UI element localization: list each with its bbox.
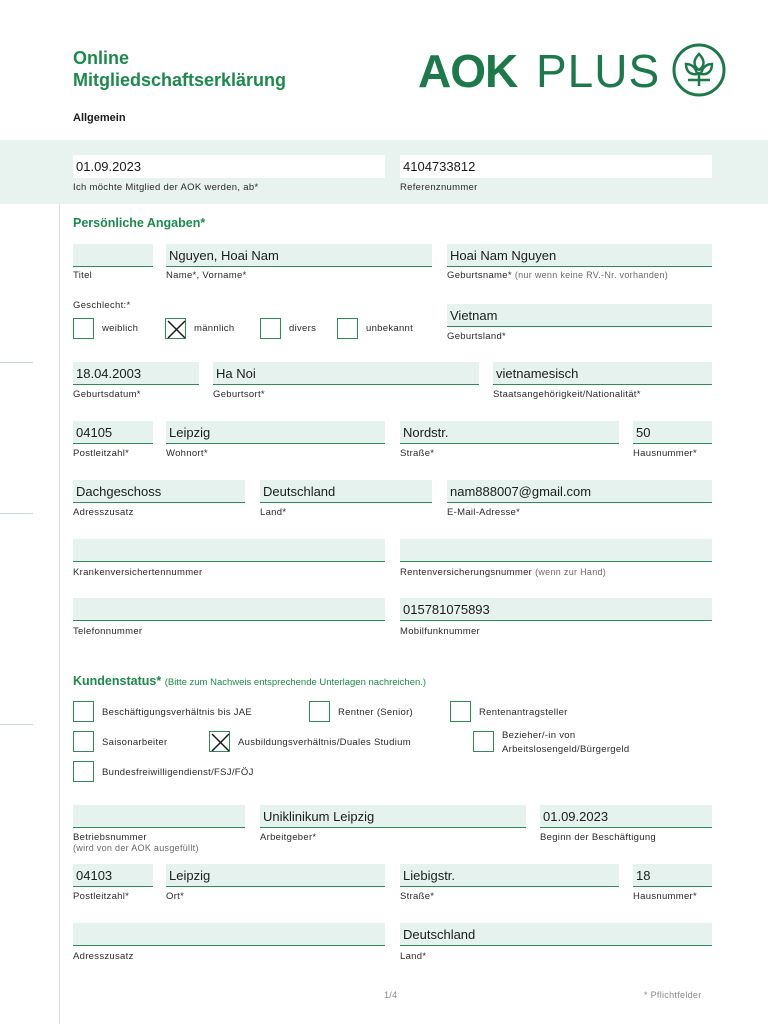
zip-field[interactable]: 04105 bbox=[73, 421, 153, 444]
status-jae-checkbox[interactable] bbox=[73, 701, 94, 722]
birthdate-label: Geburtsdatum* bbox=[73, 389, 141, 400]
address-extra-field[interactable]: Dachgeschoss bbox=[73, 480, 245, 503]
employer-street-field[interactable]: Liebigstr. bbox=[400, 864, 619, 887]
title-label: Titel bbox=[73, 270, 93, 281]
checkmark-x-icon bbox=[210, 732, 231, 753]
title-field[interactable] bbox=[73, 244, 153, 267]
employer-field[interactable]: Uniklinikum Leipzig bbox=[260, 805, 526, 828]
status-alg-line2: Arbeitslosengeld/Bürgergeld bbox=[502, 744, 630, 755]
checkmark-x-icon bbox=[166, 319, 187, 340]
gender-weiblich-label: weiblich bbox=[102, 323, 139, 334]
employment-start-field[interactable]: 01.09.2023 bbox=[540, 805, 712, 828]
kvnr-field[interactable] bbox=[73, 539, 385, 562]
status-ausbildung-label: Ausbildungsverhältnis/Duales Studium bbox=[238, 737, 411, 748]
house-number-label: Hausnummer* bbox=[633, 448, 698, 459]
email-field[interactable]: nam888007@gmail.com bbox=[447, 480, 712, 503]
gender-divers-checkbox[interactable] bbox=[260, 318, 281, 339]
status-saison-label: Saisonarbeiter bbox=[102, 737, 168, 748]
country-field[interactable]: Deutschland bbox=[260, 480, 432, 503]
birthcountry-label: Geburtsland* bbox=[447, 331, 507, 342]
gender-unbekannt-checkbox[interactable] bbox=[337, 318, 358, 339]
status-rentner-label: Rentner (Senior) bbox=[338, 707, 414, 718]
rvnr-label bbox=[400, 567, 606, 578]
status-saison-checkbox[interactable] bbox=[73, 731, 94, 752]
kundenstatus-heading: Kundenstatus* bbox=[73, 674, 162, 688]
kvnr-label: Krankenversichertennummer bbox=[73, 567, 203, 578]
mobile-field[interactable]: 015781075893 bbox=[400, 598, 712, 621]
status-ausbildung-checkbox[interactable] bbox=[209, 731, 230, 752]
birthname-label bbox=[447, 270, 668, 281]
nationality-field[interactable]: vietnamesisch bbox=[493, 362, 712, 385]
status-alg-checkbox[interactable] bbox=[473, 731, 494, 752]
street-label: Straße* bbox=[400, 448, 435, 459]
mobile-label: Mobilfunknummer bbox=[400, 626, 480, 637]
required-note: * Pflichtfelder bbox=[644, 990, 702, 1000]
status-alg-line1: Bezieher/-in von bbox=[502, 730, 576, 741]
page-title bbox=[73, 47, 286, 91]
status-bfd-checkbox[interactable] bbox=[73, 761, 94, 782]
birthname-note: (nur wenn keine RV.-Nr. vorhanden) bbox=[514, 270, 669, 280]
phone-field[interactable] bbox=[73, 598, 385, 621]
birthcountry-field[interactable]: Vietnam bbox=[447, 304, 712, 327]
employer-house-label: Hausnummer* bbox=[633, 891, 698, 902]
section-kundenstatus bbox=[73, 674, 426, 688]
aok-plus-logo bbox=[418, 42, 728, 102]
employer-country-field[interactable]: Deutschland bbox=[400, 923, 712, 946]
city-label: Wohnort* bbox=[166, 448, 208, 459]
address-extra-label: Adresszusatz bbox=[73, 507, 134, 518]
margin-tick bbox=[0, 724, 33, 725]
svg-text:AOK: AOK bbox=[418, 45, 518, 97]
kundenstatus-note: (Bitte zum Nachweis entsprechende Unterlagen nachreichen.) bbox=[164, 677, 427, 688]
zip-label: Postleitzahl* bbox=[73, 448, 130, 459]
gender-divers-label: divers bbox=[289, 323, 317, 334]
margin-tick bbox=[0, 362, 33, 363]
rvnr-note: (wenn zur Hand) bbox=[535, 567, 607, 577]
section-allgemein: Allgemein bbox=[73, 112, 126, 124]
employer-street-label: Straße* bbox=[400, 891, 435, 902]
betriebsnummer-note: (wird von der AOK ausgefüllt) bbox=[73, 843, 199, 853]
rvnr-label-text: Rentenversicherungsnummer bbox=[400, 567, 533, 578]
membership-date-label: Ich möchte Mitglied der AOK werden, ab* bbox=[73, 182, 259, 193]
employer-zip-label: Postleitzahl* bbox=[73, 891, 130, 902]
phone-label: Telefonnummer bbox=[73, 626, 143, 637]
birthplace-label: Geburtsort* bbox=[213, 389, 265, 400]
status-jae-label: Beschäftigungsverhältnis bis JAE bbox=[102, 707, 253, 718]
employer-city-field[interactable]: Leipzig bbox=[166, 864, 385, 887]
gender-label: Geschlecht:* bbox=[73, 300, 131, 311]
birthname-field[interactable]: Hoai Nam Nguyen bbox=[447, 244, 712, 267]
status-rentner-checkbox[interactable] bbox=[309, 701, 330, 722]
employer-zip-field[interactable]: 04103 bbox=[73, 864, 153, 887]
reference-label: Referenznummer bbox=[400, 182, 478, 193]
betriebsnummer-label bbox=[73, 832, 199, 854]
betriebsnummer-field[interactable] bbox=[73, 805, 245, 828]
employer-house-field[interactable]: 18 bbox=[633, 864, 712, 887]
membership-date-field[interactable]: 01.09.2023 bbox=[73, 155, 385, 178]
street-field[interactable]: Nordstr. bbox=[400, 421, 619, 444]
gender-weiblich-checkbox[interactable] bbox=[73, 318, 94, 339]
birthname-label-text: Geburtsname* bbox=[447, 270, 512, 281]
birthplace-field[interactable]: Ha Noi bbox=[213, 362, 479, 385]
status-bfd-label: Bundesfreiwilligendienst/FSJ/FÖJ bbox=[102, 767, 254, 778]
nationality-label: Staatsangehörigkeit/Nationalität* bbox=[493, 389, 641, 400]
status-antrag-checkbox[interactable] bbox=[450, 701, 471, 722]
page-number: 1/4 bbox=[384, 990, 398, 1000]
rvnr-field[interactable] bbox=[400, 539, 712, 562]
birthdate-field[interactable]: 18.04.2003 bbox=[73, 362, 199, 385]
gender-maennlich-label: männlich bbox=[194, 323, 235, 334]
title-line-1: Online bbox=[73, 48, 130, 68]
city-field[interactable]: Leipzig bbox=[166, 421, 385, 444]
reference-field[interactable]: 4104733812 bbox=[400, 155, 712, 178]
employer-address-extra-field[interactable] bbox=[73, 923, 385, 946]
country-label: Land* bbox=[260, 507, 287, 518]
gender-unbekannt-label: unbekannt bbox=[366, 323, 414, 334]
employer-country-label: Land* bbox=[400, 951, 427, 962]
gender-maennlich-checkbox[interactable] bbox=[165, 318, 186, 339]
name-field[interactable]: Nguyen, Hoai Nam bbox=[166, 244, 432, 267]
title-line-2: Mitgliedschaftserklärung bbox=[73, 70, 287, 90]
employer-label: Arbeitgeber* bbox=[260, 832, 317, 843]
betriebsnummer-label-text: Betriebsnummer bbox=[73, 832, 147, 843]
house-number-field[interactable]: 50 bbox=[633, 421, 712, 444]
margin-tick bbox=[0, 513, 33, 514]
section-personal: Persönliche Angaben* bbox=[73, 216, 206, 230]
email-label: E-Mail-Adresse* bbox=[447, 507, 521, 518]
status-antrag-label: Rentenantragsteller bbox=[479, 707, 568, 718]
employer-city-label: Ort* bbox=[166, 891, 185, 902]
employer-address-extra-label: Adresszusatz bbox=[73, 951, 134, 962]
left-margin-line bbox=[59, 204, 60, 1024]
name-label: Name*, Vorname* bbox=[166, 270, 247, 281]
svg-text:PLUS: PLUS bbox=[536, 45, 661, 97]
employment-start-label: Beginn der Beschäftigung bbox=[540, 832, 656, 843]
status-alg-label bbox=[502, 729, 629, 757]
